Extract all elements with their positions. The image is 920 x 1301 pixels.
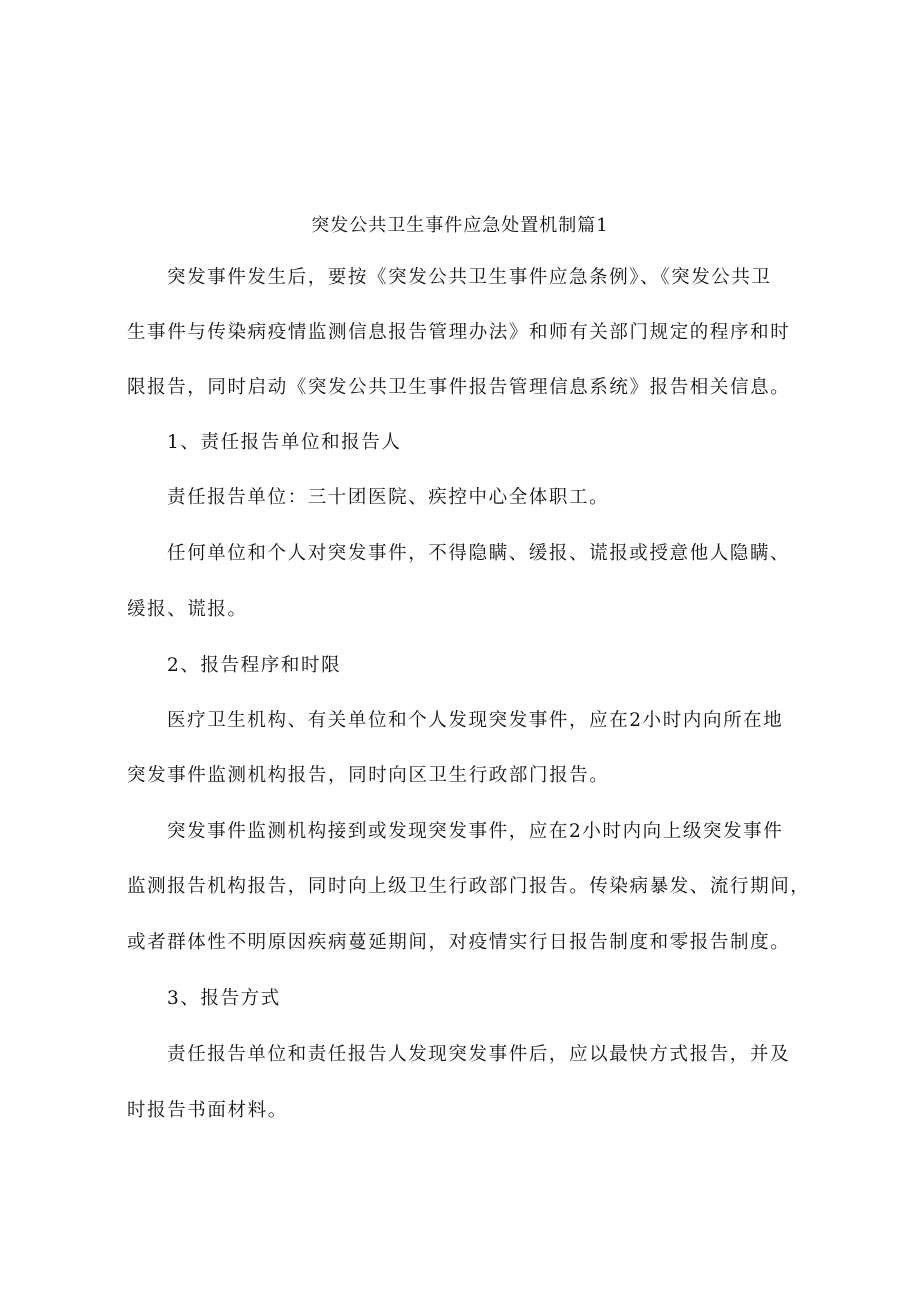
paragraph-line: 监测报告机构报告，同时向上级卫生行政部门报告。传染病暴发、流行期间，	[127, 876, 811, 897]
section-heading: 3、报告方式	[167, 988, 281, 1009]
paragraph-line: 突发事件监测机构接到或发现突发事件，应在2小时内向上级突发事件	[167, 821, 784, 842]
paragraph-line: 任何单位和个人对突发事件，不得隐瞒、缓报、谎报或授意他人隐瞒、	[167, 543, 791, 564]
document-title: 突发公共卫生事件应急处置机制篇1	[311, 215, 609, 236]
section-heading: 1、责任报告单位和报告人	[167, 432, 402, 453]
paragraph-line: 或者群体性不明原因疾病蔓延期间，对疫情实行日报告制度和零报告制度。	[127, 932, 791, 953]
section-heading: 2、报告程序和时限	[167, 655, 342, 676]
paragraph-line: 时报告书面材料。	[127, 1100, 288, 1121]
paragraph-line: 缓报、谎报。	[127, 599, 248, 620]
paragraph-line: 突发事件发生后，要按《突发公共卫生事件应急条例》、《突发公共卫	[167, 267, 772, 288]
paragraph-line: 责任报告单位：三十团医院、疾控中心全体职工。	[167, 487, 610, 508]
paragraph-line: 突发事件监测机构报告，同时向区卫生行政部门报告。	[127, 765, 610, 786]
paragraph-line: 医疗卫生机构、有关单位和个人发现突发事件，应在2小时内向所在地	[167, 710, 784, 731]
paragraph-line: 生事件与传染病疫情监测信息报告管理办法》和师有关部门规定的程序和时	[127, 322, 791, 343]
paragraph-line: 责任报告单位和责任报告人发现突发事件后，应以最快方式报告，并及	[167, 1044, 791, 1065]
paragraph-line: 限报告，同时启动《突发公共卫生事件报告管理信息系统》报告相关信息。	[127, 377, 791, 398]
